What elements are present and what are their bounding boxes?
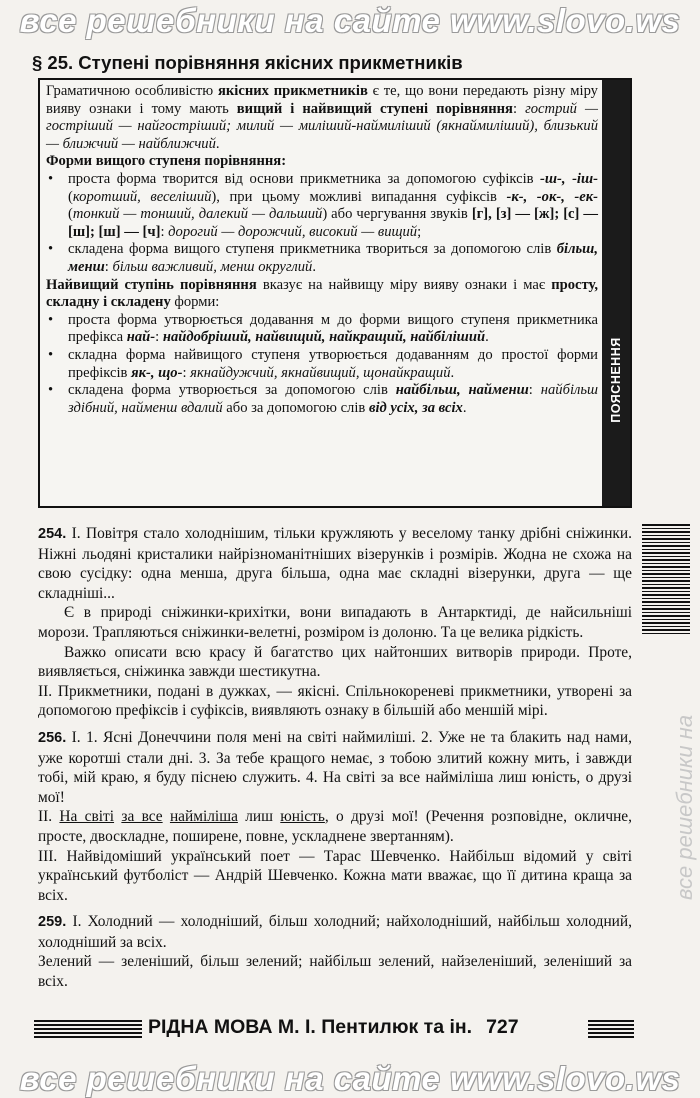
rule-intro: Граматичною особливістю якісних прикметників є те, що вони передають різну міру вияву ознаки і тому мають вищий і найвищий ступені порівняння: гострий — гостріший — найгостріший; милий — миліший-наймиліший (якнаймиліший), близький — ближчий — найближчий. [46,83,598,152]
page-footer [34,1016,634,1044]
footer-text [148,1016,586,1039]
list-item: • проста форма творится від основи прикметника за допомогою суфіксів -ш-, -іш- (коротший, веселіший), при цьому можливі випадання суфіксів -к-, -ок-, -ек- (тонкий — тонший, далекий — дальший) або чергування звуків [г], [з] — [ж]; [с] — [ш]; [ш] — [ч]: дорогий — дорожчий, високий — вищий; [46,171,598,241]
exercise-259-p1: 259. І. Холодний — холодніший, більш холодний; найхолодніший, найбільш холодний, холодніший за всіх. [38,913,632,951]
comparative-list [46,171,598,277]
exercise-259 [38,912,632,991]
list-item: • складена форма вищого ступеня прикметника твориться за допомогою слів більш, менш: більш важливий, менш округлий. [46,241,598,276]
exercise-256-p1: 256. І. 1. Ясні Донеччини поля мені на світі наймиліші. 2. Уже не та блакить над нами, уже коротші стали дні. 3. За тебе кращого немає, з тобою злитий кожну мить, і завжди тобі, мій краю, я буду піснею служить. 4. На світі за все найміліша лиш юність, о друзі мої! [38,728,632,806]
superlative-intro: Найвищий ступінь порівняння вказує на найвищу міру вияву ознаки і має просту, складну і складену форми: [46,276,598,311]
watermark-top: все решебники на сайте www.slovo.ws [19,2,681,39]
explanation-tab-label: ПОЯСНЕННЯ [609,337,623,423]
comparative-heading: Форми вищого ступеня порівняння: [46,153,287,170]
exercise-256 [38,728,632,905]
watermark-bottom: все решебники на сайте www.slovo.ws [19,1060,681,1097]
section-title: § 25. Ступені порівняння якісних прикметників [32,52,463,73]
exercise-254 [38,524,632,721]
page-number: 727 [486,1016,519,1038]
exercise-259-p2: Зелений — зеленіший, більш зелений; найбільш зелений, найзеленіший, зеленіший за всіх. [38,953,632,991]
list-item: • проста форма утворюється додавання м до форми вищого ступеня прикметника префікса най-: найдобріший, найвищий, найкращий, найбіліший. [46,312,598,347]
rule-text [46,83,598,417]
exercise-256-p3: ІІІ. Найвідоміший український поет — Тарас Шевченко. Найбільш відомий у світі український футболіст — Андрій Шевченко. Кожна мати вважає, що її дитина краща за всіх. [38,847,632,904]
footer-stripes-left [34,1020,142,1040]
list-item: • складена форма утворюється за допомогою слів найбільш, найменш: найбільш здібний, найменш вдалий або за допомогою слів від усіх, за всіх. [46,382,598,417]
exercise-number: 256. [38,729,67,746]
watermark-side: все решебники на [672,714,697,900]
exercise-254-p2: Є в природі сніжинки-крихітки, вони випадають в Антарктиді, де найсильніші морози. Трапляються сніжинки-велетні, розміром із долоню. Та це велика рідкість. [38,604,632,641]
answers [38,524,632,999]
book-title: РІДНА МОВА М. І. Пентилюк та ін. [148,1016,473,1038]
exercise-number: 254. [38,526,67,542]
superlative-list [46,312,598,418]
rule-box [38,78,632,508]
exercise-254-p1: 254. І. Повітря стало холоднішим, тільки кружляють у веселому танку дрібні сніжинки. Ніжні льодяні кристалики найрізноманітніших візерунків і розмірів. Жодна не схожа на свою сусідку: одна менша, друга більша, одна має складні візерунки, друга — ще складніші... [38,525,632,602]
exercise-number: 259. [38,914,67,931]
exercise-254-p4: ІІ. Прикметники, подані в дужках, — якісні. Спільнокореневі прикметники, утворені за допомогою префіксів і суфіксів, виявляють ознаку в більшій або меншій мірі. [38,682,632,720]
footer-stripes-right [588,1020,634,1040]
exercise-256-p2: ІІ. На світі за все найміліша лиш юність, о друзі мої! (Речення розповідне, окличне, просте, двоскладне, поширене, повне, ускладнене звертанням). [38,808,632,845]
exercise-254-p3: Важко описати всю красу й багатство цих найтонших витворів природи. Проте, виявляється, сніжинка завжди шестикутна. [38,643,632,681]
list-item: • складна форма найвищого ступеня утворюється додаванням до простої форми префіксів як-, що-: якнайдужчий, якнайвищий, щонайкращий. [46,347,598,382]
explanation-tab [602,80,630,506]
